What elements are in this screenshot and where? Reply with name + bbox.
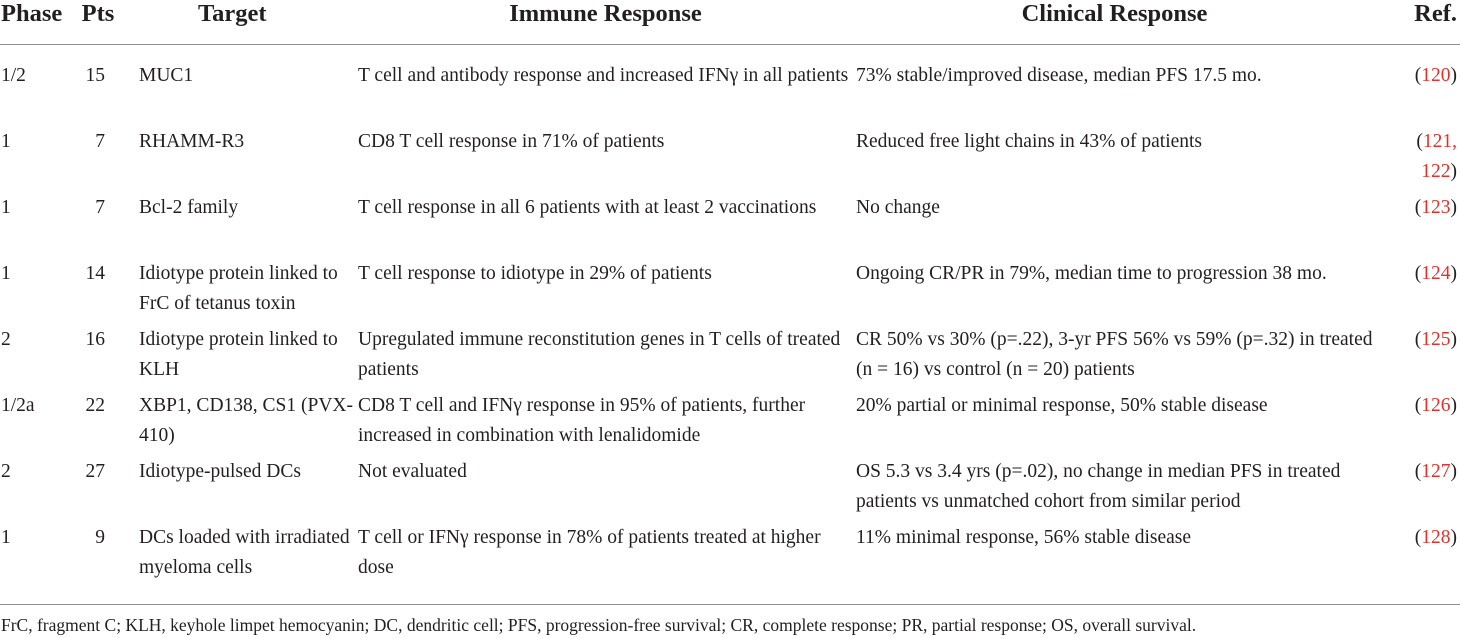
- table-footnote: FrC, fragment C; KLH, keyhole limpet hemocyanin; DC, dendritic cell; PFS, progression-free survival; CR, complete response; PR, partial response; OS, overall survival.: [1, 615, 1197, 635]
- table-row: [0, 127, 1460, 193]
- reference-link[interactable]: 122: [1421, 160, 1451, 182]
- cell-target: DCs loaded with irradiated myeloma cells: [139, 526, 350, 578]
- cell-pts: 16: [85, 328, 105, 350]
- cell-clinical-response: CR 50% vs 30% (p=.22), 3-yr PFS 56% vs 59% (p=.32) in treated (n = 16) vs control (n = 20) patients: [856, 328, 1373, 380]
- ref-open: (: [1414, 196, 1422, 218]
- cell-clinical-response: 20% partial or minimal response, 50% stable disease: [856, 394, 1268, 416]
- ref-open: (: [1416, 130, 1423, 152]
- ref-close: ): [1450, 328, 1457, 350]
- table-row: [0, 391, 1460, 457]
- cell-immune-response: T cell response in all 6 patients with at least 2 vaccinations: [358, 196, 817, 218]
- table-row: [0, 523, 1460, 589]
- ref-close: ): [1450, 460, 1457, 482]
- table-row: [0, 259, 1460, 325]
- reference-link[interactable]: 126: [1421, 394, 1451, 416]
- cell-phase: 2: [1, 460, 11, 482]
- ref-open: (: [1414, 460, 1422, 482]
- footer-rule: [0, 604, 1460, 605]
- cell-ref: [1376, 193, 1460, 259]
- reference-link[interactable]: 120: [1421, 65, 1451, 86]
- header-ref: Ref.: [1376, 0, 1460, 45]
- cell-pts: 14: [85, 262, 105, 284]
- ref-open: (: [1414, 65, 1422, 86]
- cell-ref: [1376, 45, 1460, 127]
- reference-link[interactable]: 123: [1421, 196, 1451, 218]
- header-target: Target: [124, 0, 358, 45]
- header-phase: Phase: [0, 0, 72, 45]
- cell-clinical-response: OS 5.3 vs 3.4 yrs (p=.02), no change in median PFS in treated patients vs unmatched cohort from similar period: [856, 460, 1341, 512]
- reference-link[interactable]: 125: [1421, 328, 1451, 350]
- header-row: [0, 0, 1460, 45]
- cell-ref: [1376, 523, 1460, 589]
- ref-open: (: [1414, 328, 1422, 350]
- cell-clinical-response: Reduced free light chains in 43% of patients: [856, 130, 1203, 152]
- cell-phase: 2: [1, 328, 11, 350]
- table-row: [0, 193, 1460, 259]
- cell-phase: 1: [1, 130, 11, 152]
- cell-pts: 27: [85, 460, 105, 482]
- cell-pts: 7: [95, 130, 105, 152]
- ref-open: (: [1414, 262, 1422, 284]
- cell-phase: 1: [1, 526, 11, 548]
- table-row: [0, 325, 1460, 391]
- reference-link[interactable]: 128: [1421, 526, 1451, 548]
- cell-target: Bcl-2 family: [139, 196, 239, 218]
- cell-immune-response: Upregulated immune reconstitution genes in T cells of treated patients: [358, 328, 841, 380]
- cell-target: Idiotype-pulsed DCs: [139, 460, 301, 482]
- ref-close: ): [1450, 65, 1457, 86]
- cell-pts: 7: [95, 196, 105, 218]
- ref-close: ): [1450, 526, 1457, 548]
- ref-close: ): [1450, 196, 1457, 218]
- cell-ref: [1376, 127, 1460, 193]
- cell-phase: 1/2: [1, 65, 26, 86]
- cell-pts: 22: [85, 394, 105, 416]
- ref-open: (: [1414, 526, 1422, 548]
- reference-link[interactable]: 124: [1421, 262, 1451, 284]
- cell-target: RHAMM-R3: [139, 130, 245, 152]
- ref-close: ): [1450, 160, 1457, 182]
- cell-pts: 15: [85, 65, 105, 86]
- cell-target: Idiotype protein linked to FrC of tetanus toxin: [139, 262, 338, 314]
- table-row: [0, 457, 1460, 523]
- cell-target: XBP1, CD138, CS1 (PVX-410): [139, 394, 353, 446]
- cell-phase: 1: [1, 262, 11, 284]
- cell-target: MUC1: [139, 65, 194, 86]
- cell-immune-response: T cell or IFNγ response in 78% of patients treated at higher dose: [358, 526, 821, 578]
- cell-ref: [1376, 457, 1460, 523]
- cell-clinical-response: Ongoing CR/PR in 79%, median time to progression 38 mo.: [856, 262, 1327, 284]
- cell-immune-response: CD8 T cell and IFNγ response in 95% of patients, further increased in combination with lenalidomide: [358, 394, 806, 446]
- table-row: [0, 45, 1460, 127]
- cell-immune-response: T cell response to idiotype in 29% of patients: [358, 262, 712, 284]
- cell-immune-response: T cell and antibody response and increased IFNγ in all patients: [358, 65, 849, 86]
- cell-clinical-response: 11% minimal response, 56% stable disease: [856, 526, 1192, 548]
- header-clinical-response: Clinical Response: [853, 0, 1376, 45]
- cell-phase: 1/2a: [1, 394, 35, 416]
- cell-clinical-response: No change: [856, 196, 940, 218]
- cell-immune-response: Not evaluated: [358, 460, 467, 482]
- ref-close: ): [1450, 394, 1457, 416]
- reference-link[interactable]: 121,: [1422, 130, 1457, 152]
- header-pts: Pts: [72, 0, 124, 45]
- header-immune-response: Immune Response: [358, 0, 853, 45]
- ref-open: (: [1414, 394, 1422, 416]
- cell-ref: [1376, 325, 1460, 391]
- cell-clinical-response: 73% stable/improved disease, median PFS 17.5 mo.: [856, 65, 1262, 86]
- cell-ref: [1376, 391, 1460, 457]
- cell-ref: [1376, 259, 1460, 325]
- cell-phase: 1: [1, 196, 11, 218]
- cell-target: Idiotype protein linked to KLH: [139, 328, 338, 380]
- cell-pts: 9: [95, 526, 105, 548]
- ref-close: ): [1450, 262, 1457, 284]
- cell-immune-response: CD8 T cell response in 71% of patients: [358, 130, 665, 152]
- reference-link[interactable]: 127: [1421, 460, 1451, 482]
